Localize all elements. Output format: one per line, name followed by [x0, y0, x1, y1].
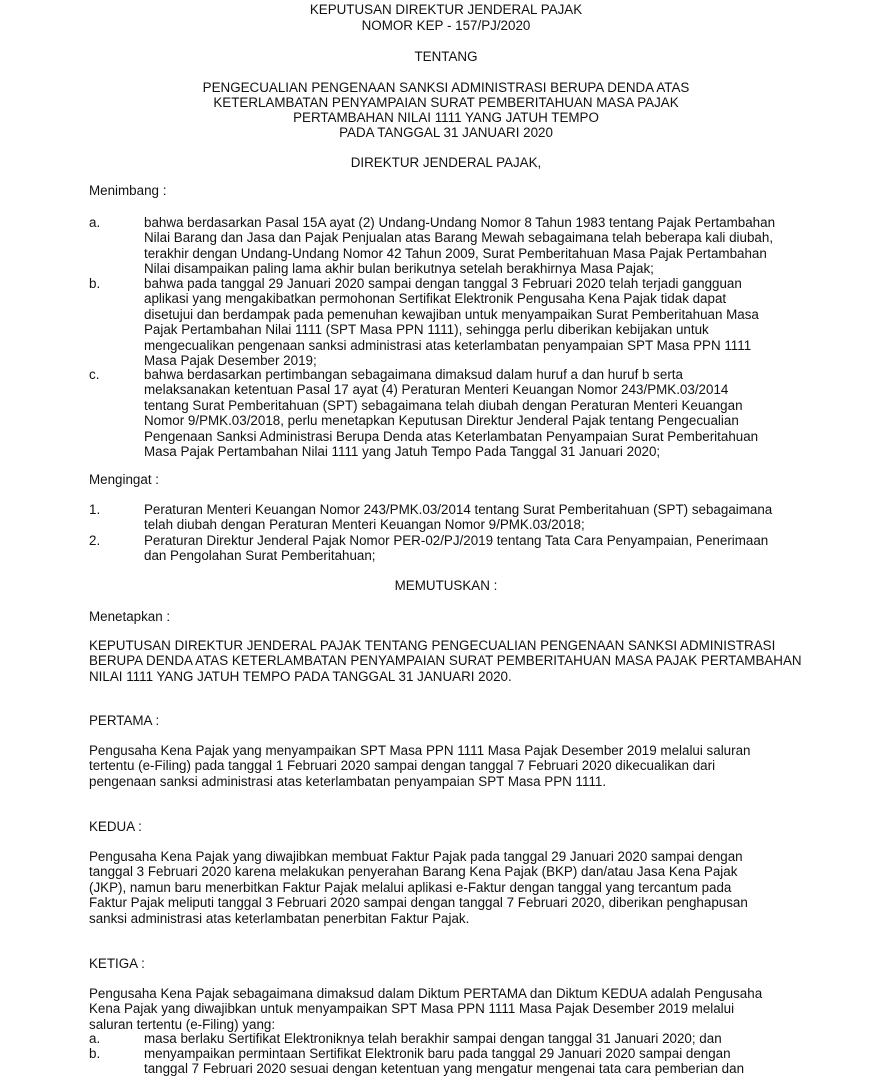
text-line: Pengusaha Kena Pajak yang diwajibkan membuat Faktur Pajak pada tanggal 29 Januari 2020 sampai dengan [89, 849, 743, 864]
text-line: bahwa pada tanggal 29 Januari 2020 sampai dengan tanggal 3 Februari 2020 telah terjadi gangguan [144, 276, 742, 291]
text-line: Faktur Pajak meliputi tanggal 3 Februari 2020 sampai dengan tanggal 7 Februari 2020, diberikan penghapusan [89, 895, 748, 911]
text-line: Peraturan Direktur Jenderal Pajak Nomor PER-02/PJ/2019 tentang Tata Cara Penyampaian, Penerimaan [144, 533, 769, 548]
text-line: tanggal 3 Februari 2020 karena melakukan penyerahan Barang Kena Pajak (BKP) dan/atau Jasa Kena Pajak [89, 864, 738, 880]
text-line: Nilai Barang dan Jasa dan Pajak Penjualan atas Barang Mewah sebagaimana telah beberapa kali diubah, [144, 230, 774, 246]
item-marker: b. [89, 1046, 101, 1061]
decree-number: NOMOR KEP - 157/PJ/2020 [361, 18, 531, 33]
item-marker: c. [89, 367, 100, 382]
text-line: disetujui dan berdampak pada pemenuhan kewajiban untuk menyampaikan Surat Pemberitahuan Masa [144, 306, 759, 322]
item-text [144, 1031, 722, 1046]
text-line: (JKP), namun baru menerbitkan Faktur Pajak melalui aplikasi e-Faktur dengan tanggal yang tercantum pada [89, 879, 732, 895]
text-line: pengenaan sanksi administrasi atas keterlambatan penyampaian SPT Masa PPN 1111. [89, 773, 607, 789]
menetapkan-label: Menetapkan : [89, 609, 171, 624]
mengingat-label: Mengingat : [89, 472, 159, 487]
text-line: menyampaikan permintaan Sertifikat Elektronik baru pada tanggal 29 Januari 2020 sampai dengan [144, 1046, 731, 1061]
item-text [144, 502, 772, 533]
text-line: Masa Pajak Desember 2019; [144, 353, 317, 369]
item-text [144, 1046, 744, 1077]
item-text [144, 276, 759, 368]
item-marker: a. [89, 1031, 101, 1046]
text-line: aplikasi yang mengakibatkan permohonan Sertifikat Elektronik Pengusaha Kena Pajak tidak dapat [144, 291, 727, 307]
text-line: Nilai disampaikan paling lama akhir bulan berikutnya setelah berakhirnya Masa Pajak; [144, 261, 654, 277]
item-marker: b. [89, 276, 101, 291]
text-line: terakhir dengan Undang-Undang Nomor 42 Tahun 2009, Surat Pemberitahuan Masa Pajak Pertambahan [144, 245, 767, 261]
pertama-text [89, 743, 750, 789]
text-line: saluran tertentu (e-Filing) yang: [89, 1016, 276, 1032]
text-line: tanggal 7 Februari 2020 sesuai dengan ketentuan yang mengatur mengenai tata cara pemberian dan [144, 1061, 745, 1077]
text-line: Pajak Pertambahan Nilai 1111 (SPT Masa PPN 1111), sehingga perlu diberikan kebijakan untuk [144, 322, 709, 338]
memutuskan-heading: MEMUTUSKAN : [394, 578, 498, 593]
text-line: bahwa berdasarkan pertimbangan sebagaimana dimaksud dalam huruf a dan huruf b serta [144, 367, 683, 382]
item-marker: 1. [89, 502, 101, 517]
text-line: mengecualikan pengenaan sanksi administrasi atas keterlambatan penyampaian SPT Masa PPN 1111 [144, 337, 752, 353]
text-line: Nomor 9/PMK.03/2018, perlu menetapkan Keputusan Direktur Jenderal Pajak tentang Pengecualian [144, 413, 739, 429]
text-line: Kena Pajak yang diwajibkan untuk menyampaikan SPT Masa PPN 1111 Masa Pajak Desember 2019 melalui [89, 1001, 735, 1017]
text-line: NILAI 1111 YANG JATUH TEMPO PADA TANGGAL 31 JANUARI 2020. [89, 668, 512, 684]
decree-title: KEPUTUSAN DIREKTUR JENDERAL PAJAK [309, 2, 583, 17]
text-line: sanksi administrasi atas keterlambatan penerbitan Faktur Pajak. [89, 910, 470, 926]
item-marker: 2. [89, 533, 101, 548]
text-line: Pengusaha Kena Pajak sebagaimana dimaksud dalam Diktum PERTAMA dan Diktum KEDUA adalah Pengusaha [89, 986, 763, 1001]
ketiga-label: KETIGA : [89, 956, 145, 971]
tentang-heading: TENTANG [414, 49, 478, 64]
kedua-label: KEDUA : [89, 819, 142, 834]
text-line: masa berlaku Sertifikat Elektroniknya telah berakhir sampai dengan tanggal 31 Januari 2020; dan [144, 1031, 722, 1046]
text-line: telah diubah dengan Peraturan Menteri Keuangan Nomor 9/PMK.03/2018; [144, 517, 585, 533]
kedua-text [89, 849, 748, 926]
subject-line-2: KETERLAMBATAN PENYAMPAIAN SURAT PEMBERITAHUAN MASA PAJAK [213, 95, 679, 110]
menimbang-label: Menimbang : [89, 183, 167, 198]
pertama-label: PERTAMA : [89, 713, 160, 728]
item-marker: a. [89, 215, 101, 230]
text-line: tentang Surat Pemberitahuan (SPT) sebagaimana telah diubah dengan Peraturan Menteri Keuangan [144, 397, 743, 413]
text-line: bahwa berdasarkan Pasal 15A ayat (2) Undang-Undang Nomor 8 Tahun 1983 tentang Pajak Pertambahan [144, 215, 776, 230]
ketiga-text [89, 986, 762, 1032]
item-text [144, 215, 775, 277]
text-line: melaksanakan ketentuan Pasal 17 ayat (4) Peraturan Menteri Keuangan Nomor 243/PMK.03/2014 [144, 382, 729, 398]
subject-line-4: PADA TANGGAL 31 JANUARI 2020 [339, 125, 553, 140]
text-line: Pengenaan Sanksi Administrasi Berupa Denda atas Keterlambatan Penyampaian Surat Pemberitahuan [144, 428, 759, 444]
text-line: dan Pengolahan Surat Pemberitahuan; [144, 548, 376, 564]
signatory-heading: DIREKTUR JENDERAL PAJAK, [350, 155, 542, 170]
text-line: tertentu (e-Filing) pada tanggal 1 Februari 2020 sampai dengan tanggal 7 Februari 2020 dikecualikan dari [89, 758, 716, 774]
subject-line-3: PERTAMBAHAN NILAI 1111 YANG JATUH TEMPO [293, 110, 599, 125]
text-line: BERUPA DENDA ATAS KETERLAMBATAN PENYAMPAIAN SURAT PEMBERITAHUAN MASA PAJAK PERTAMBAHAN [89, 653, 802, 669]
item-text [144, 367, 758, 459]
text-line: Peraturan Menteri Keuangan Nomor 243/PMK.03/2014 tentang Surat Pemberitahuan (SPT) sebagaimana [144, 502, 773, 517]
text-line: Masa Pajak Pertambahan Nilai 1111 yang Jatuh Tempo Pada Tanggal 31 Januari 2020; [144, 444, 661, 460]
text-line: KEPUTUSAN DIREKTUR JENDERAL PAJAK TENTANG PENGECUALIAN PENGENAAN SANKSI ADMINISTRASI [89, 638, 776, 653]
subject-line-1: PENGECUALIAN PENGENAAN SANKSI ADMINISTRASI BERUPA DENDA ATAS [202, 80, 690, 95]
menetapkan-text [89, 638, 802, 684]
item-text [144, 533, 768, 564]
text-line: Pengusaha Kena Pajak yang menyampaikan SPT Masa PPN 1111 Masa Pajak Desember 2019 melalui saluran [89, 743, 751, 758]
